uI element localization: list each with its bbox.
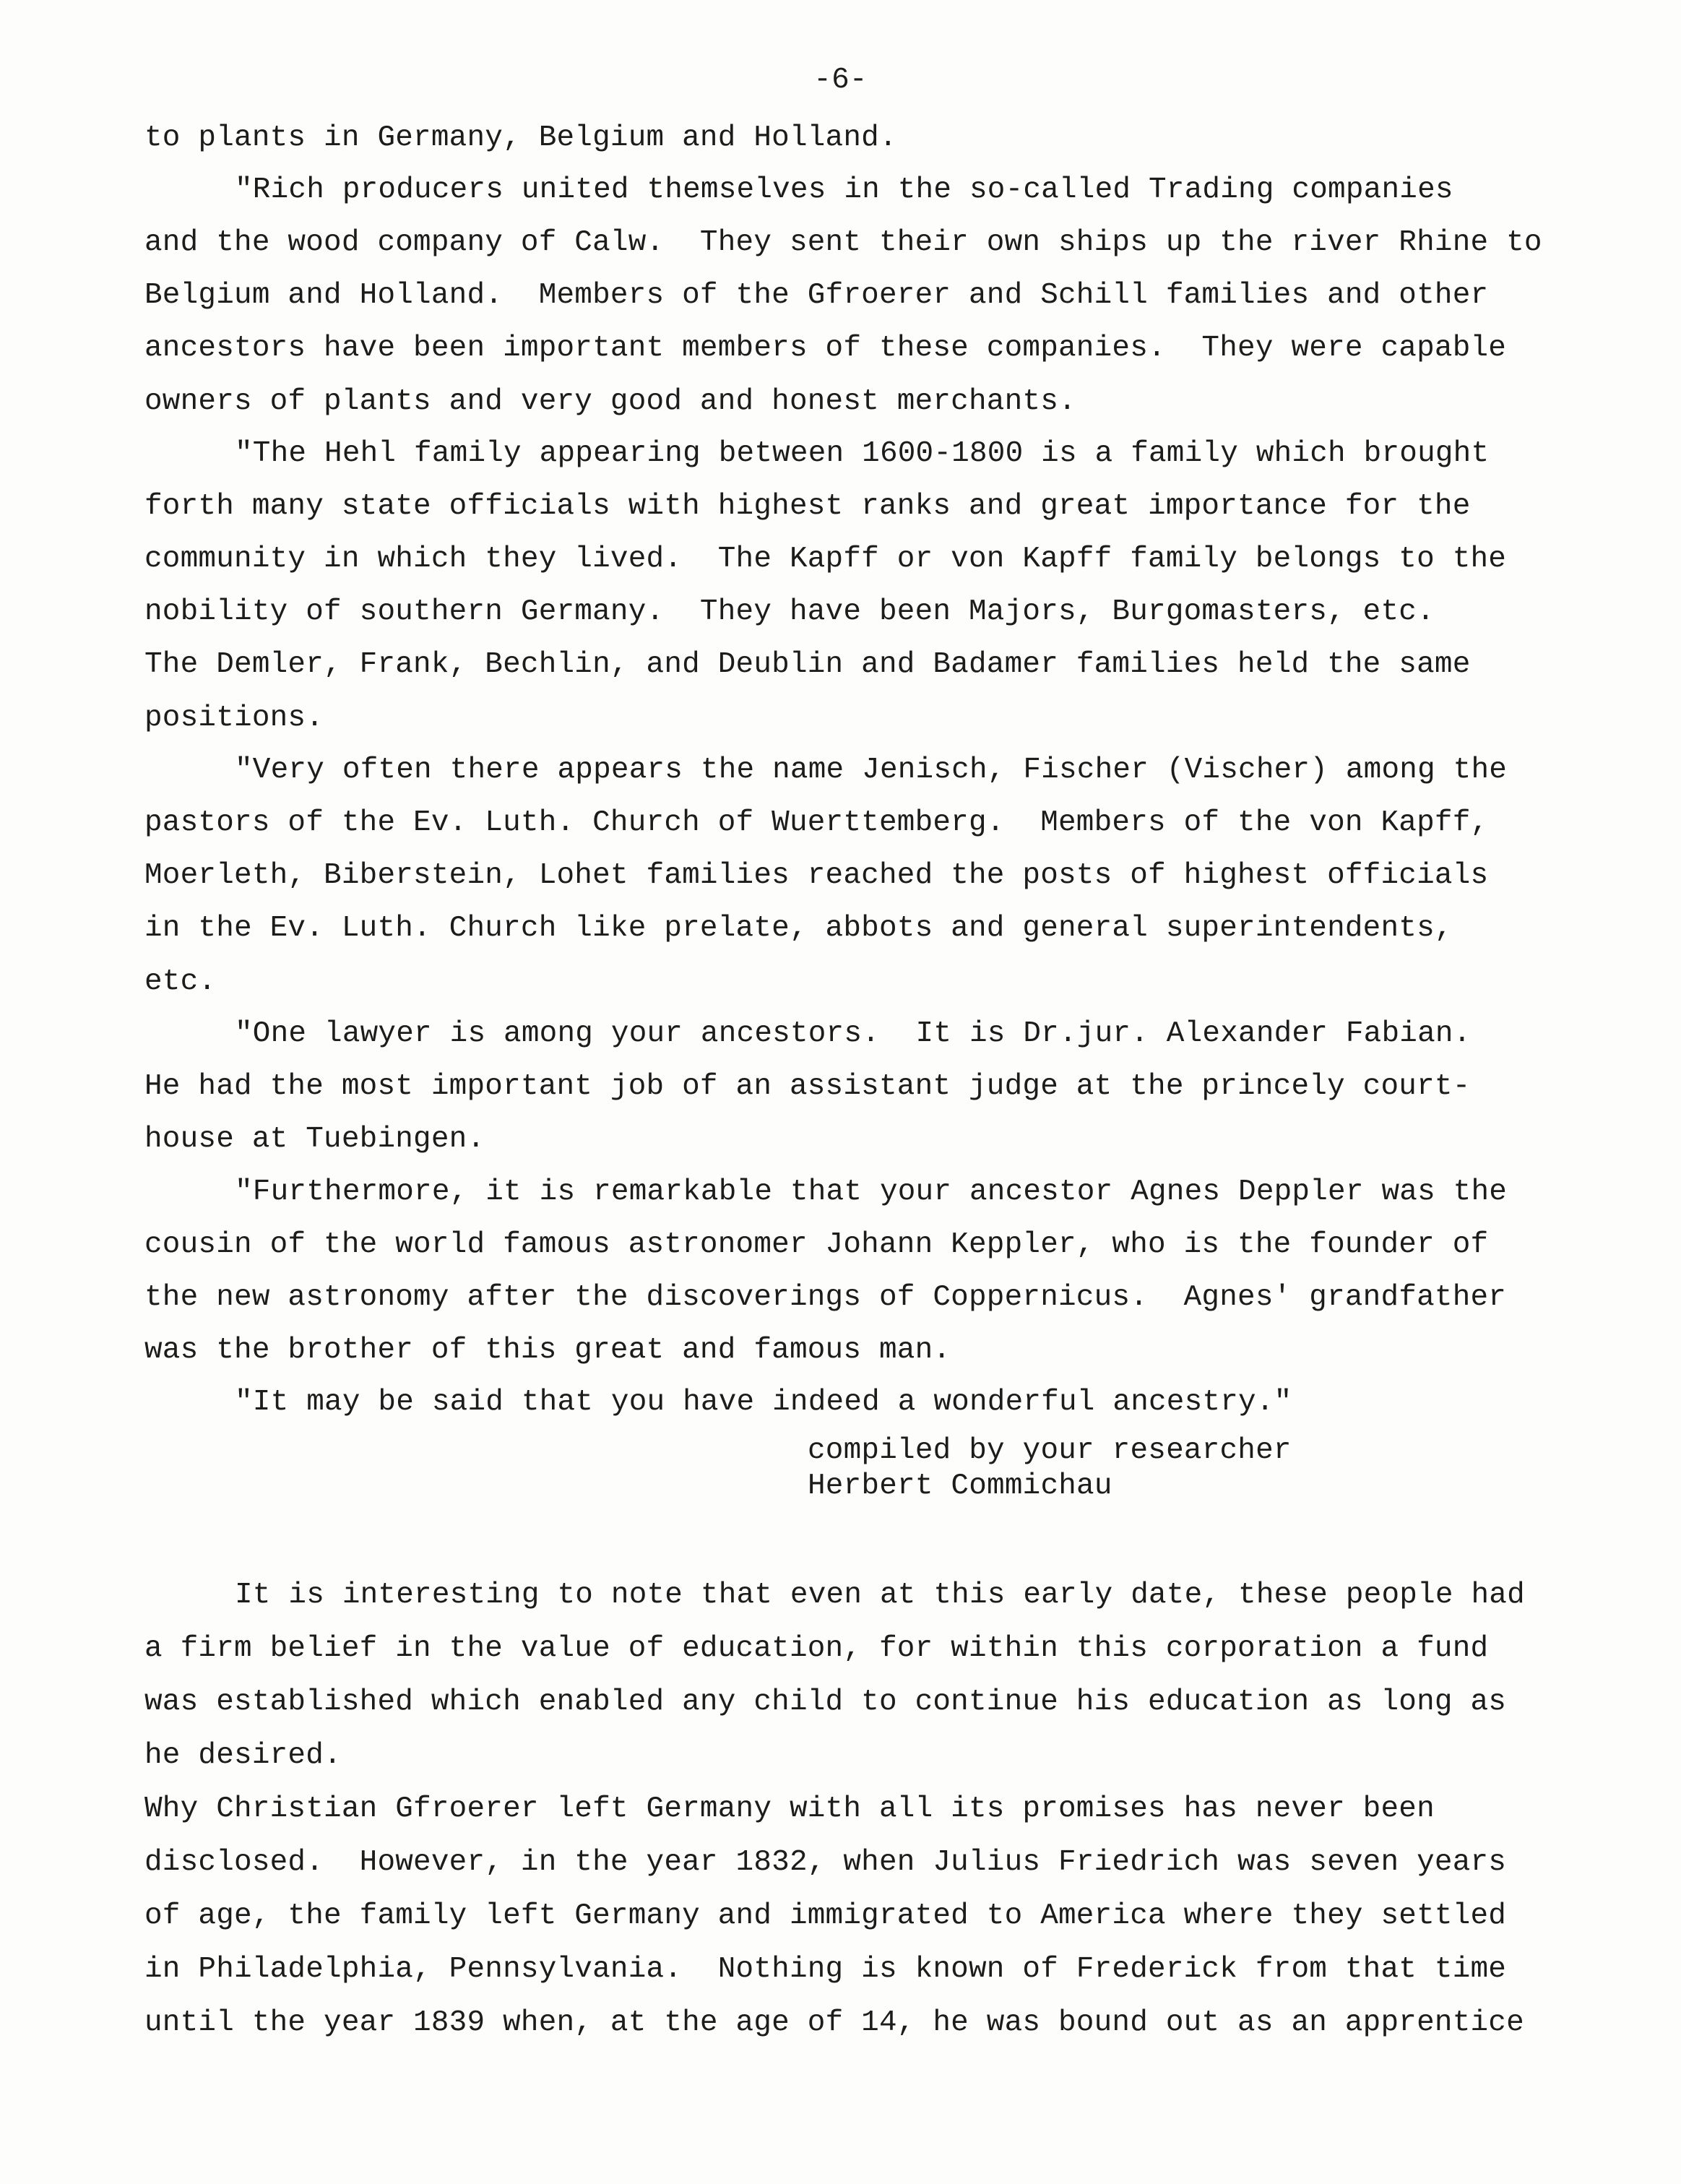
text-line: "The Hehl family appearing between 1600-1800 is a family which brought <box>235 437 1490 470</box>
text-line: "It may be said that you have indeed a wonderful ancestry." <box>235 1386 1292 1419</box>
text-line: community in which they lived. The Kapff or von Kapff family belongs to the <box>144 543 1507 576</box>
text-line: a firm belief in the value of education, for within this corporation a fund <box>144 1632 1489 1665</box>
text-line: house at Tuebingen. <box>144 1123 485 1156</box>
text-line: until the year 1839 when, at the age of 14, he was bound out as an apprentice <box>144 2006 1524 2040</box>
text-line: "Furthermore, it is remarkable that your ancestor Agnes Deppler was the <box>235 1175 1508 1209</box>
text-line: "Rich producers united themselves in the so-called Trading companies <box>235 173 1453 207</box>
text-line: The Demler, Frank, Bechlin, and Deublin and Badamer families held the same <box>144 648 1471 681</box>
text-line: "Very often there appears the name Jenisch, Fischer (Vischer) among the <box>235 754 1508 787</box>
text-line: cousin of the world famous astronomer Johann Keppler, who is the founder of <box>144 1228 1489 1261</box>
text-line: "One lawyer is among your ancestors. It is Dr.jur. Alexander Fabian. <box>235 1017 1472 1050</box>
text-line: pastors of the Ev. Luth. Church of Wuerttemberg. Members of the von Kapff, <box>144 806 1489 839</box>
text-line: positions. <box>144 702 324 735</box>
signature-name: Herbert Commichau <box>808 1469 1112 1503</box>
text-line: etc. <box>144 965 217 998</box>
text-line: Moerleth, Biberstein, Lohet families reached the posts of highest officials <box>144 859 1489 892</box>
text-line: Belgium and Holland. Members of the Gfroerer and Schill families and other <box>144 279 1489 312</box>
text-line: owners of plants and very good and honest merchants. <box>144 385 1076 418</box>
text-line: of age, the family left Germany and immigrated to America where they settled <box>144 1899 1507 1933</box>
page-number: -6- <box>813 64 868 97</box>
text-line: disclosed. However, in the year 1832, when Julius Friedrich was seven years <box>144 1846 1507 1879</box>
text-line: was the brother of this great and famous man. <box>144 1334 951 1367</box>
text-line: and the wood company of Calw. They sent their own ships up the river Rhine to <box>144 226 1542 259</box>
text-line: It is interesting to note that even at this early date, these people had <box>235 1579 1525 1612</box>
text-line: was established which enabled any child to continue his education as long as <box>144 1686 1507 1719</box>
text-line: Why Christian Gfroerer left Germany with all its promises has never been <box>144 1792 1435 1826</box>
text-line: in Philadelphia, Pennsylvania. Nothing is known of Frederick from that time <box>144 1953 1507 1986</box>
text-line: ancestors have been important members of these companies. They were capable <box>144 332 1507 365</box>
text-line: to plants in Germany, Belgium and Holland. <box>144 121 897 155</box>
text-line: forth many state officials with highest ranks and great importance for the <box>144 490 1471 523</box>
text-line: he desired. <box>144 1739 342 1772</box>
text-line: He had the most important job of an assistant judge at the princely court- <box>144 1070 1471 1103</box>
text-line: in the Ev. Luth. Church like prelate, abbots and general superintendents, <box>144 912 1453 945</box>
text-line: nobility of southern Germany. They have been Majors, Burgomasters, etc. <box>144 595 1435 629</box>
text-line: the new astronomy after the discoverings of Coppernicus. Agnes' grandfather <box>144 1281 1507 1314</box>
signature-line: compiled by your researcher <box>808 1434 1292 1467</box>
